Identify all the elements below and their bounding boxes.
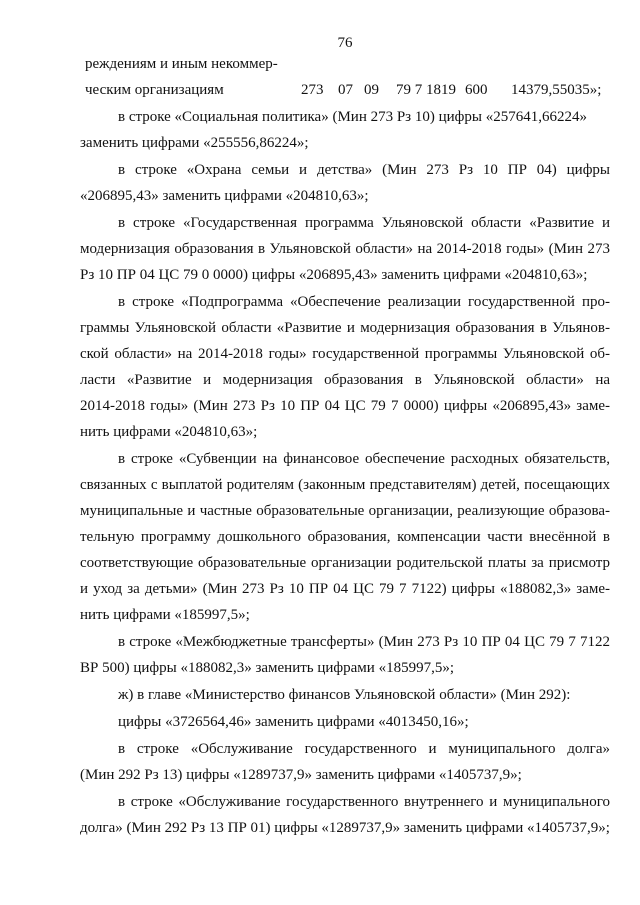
text-line: в строке «Социальная политика» (Мин 273 Рз 10) цифры «257641,66224» <box>118 109 587 125</box>
text-line: Рз 10 ПР 04 ЦС 79 0 0000) цифры «206895,43» заменить цифрами «204810,63»; <box>80 267 588 283</box>
table-cell-min: 273 <box>301 82 324 98</box>
table-cell-amount: 14379,55035»; <box>511 82 602 98</box>
table-row-name-line2: ческим организациям <box>85 82 224 98</box>
text-line: тельную программу дошкольного образования, компенсации части внесённой в <box>80 529 610 545</box>
text-line: нить цифрами «185997,5»; <box>80 607 250 623</box>
text-line: модернизация образования в Ульяновской области» на 2014-2018 годы» (Мин 273 <box>80 241 610 257</box>
text-line: в строке «Межбюджетные трансферты» (Мин 273 Рз 10 ПР 04 ЦС 79 7 7122 <box>118 634 610 650</box>
text-line: в строке «Обслуживание государственного внутреннего и муниципального <box>118 794 610 810</box>
table-cell-pr: 09 <box>364 82 379 98</box>
text-line: ласти «Развитие и модернизация образования в Ульяновской области» на <box>80 372 610 388</box>
table-cell-cs: 79 7 1819 <box>396 82 456 98</box>
text-line: заменить цифрами «255556,86224»; <box>80 135 309 151</box>
text-line: ВР 500) цифры «188082,3» заменить цифрами «185997,5»; <box>80 660 454 676</box>
text-line: 2014-2018 годы» (Мин 273 Рз 10 ПР 04 ЦС 79 7 0000) цифры «206895,43» заме- <box>80 398 610 414</box>
text-line: ской области» на 2014-2018 годы» государственной программы Ульяновской об- <box>80 346 610 362</box>
text-line: в строке «Обслуживание государственного и муниципального долга» <box>118 741 610 757</box>
text-line: в строке «Государственная программа Ульяновской области «Развитие и <box>118 215 610 231</box>
text-line: и уход за детьми» (Мин 273 Рз 10 ПР 04 ЦС 79 7 7122) цифры «188082,3» заме- <box>80 581 610 597</box>
text-line: в строке «Подпрограмма «Обеспечение реализации государственной про- <box>118 294 610 310</box>
text-line: нить цифрами «204810,63»; <box>80 424 258 440</box>
table-row-name-line1: реждениям и иным некоммер- <box>85 56 278 72</box>
text-line: «206895,43» заменить цифрами «204810,63»; <box>80 188 369 204</box>
table-cell-rz: 07 <box>338 82 353 98</box>
text-line: цифры «3726564,46» заменить цифрами «4013450,16»; <box>118 714 469 730</box>
text-line: связанных с выплатой родителям (законным представителям) детей, посещающих <box>80 477 610 493</box>
text-line: ж) в главе «Министерство финансов Ульяновской области» (Мин 292): <box>118 687 571 703</box>
text-line: долга» (Мин 292 Рз 13 ПР 01) цифры «1289737,9» заменить цифрами «1405737,9»; <box>80 820 610 836</box>
text-line: муниципальные и частные образовательные организации, реализующие образова- <box>80 503 610 519</box>
text-line: в строке «Охрана семьи и детства» (Мин 273 Рз 10 ПР 04) цифры <box>118 162 610 178</box>
text-line: граммы Ульяновской области «Развитие и модернизация образования в Ульянов- <box>80 320 610 336</box>
table-cell-vr: 600 <box>465 82 488 98</box>
text-line: в строке «Субвенции на финансовое обеспечение расходных обязательств, <box>118 451 610 467</box>
page-number: 76 <box>337 35 353 51</box>
text-line: (Мин 292 Рз 13) цифры «1289737,9» заменить цифрами «1405737,9»; <box>80 767 522 783</box>
text-line: соответствующие образовательные организации родительской платы за присмотр <box>80 555 610 571</box>
